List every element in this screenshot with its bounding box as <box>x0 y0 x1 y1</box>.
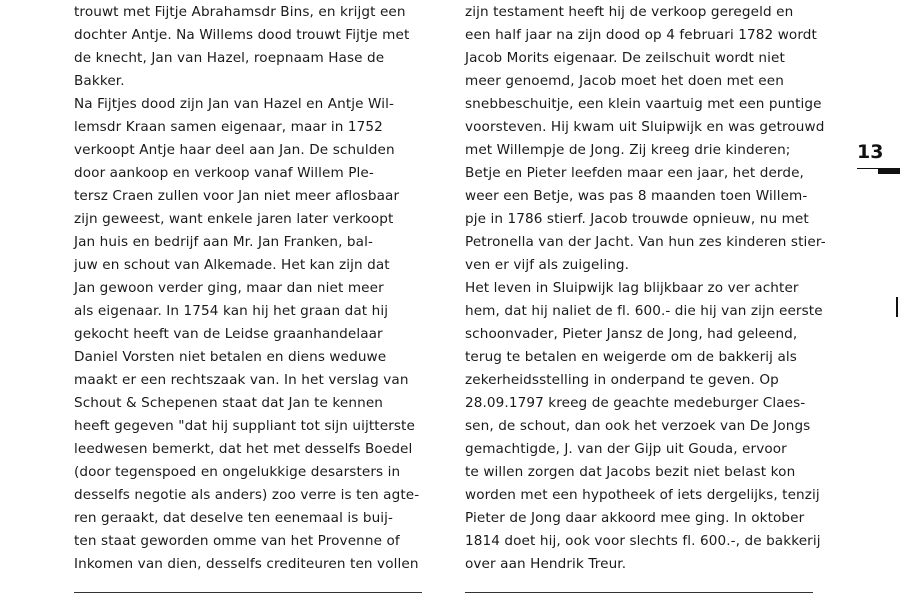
text-line: maakt er een rechtszaak van. In het verslag van <box>74 372 409 388</box>
text-line: Schout & Schepenen staat dat Jan te kennen <box>74 395 383 411</box>
text-line: verkoopt Antje haar deel aan Jan. De schulden <box>74 142 395 158</box>
text-line: over aan Hendrik Treur. <box>465 556 627 572</box>
text-line: 28.09.1797 kreeg de geachte medeburger Claes- <box>465 395 806 411</box>
right-footer-rule <box>465 592 813 593</box>
text-line: juw en schout van Alkemade. Het kan zijn dat <box>74 257 390 273</box>
text-line: met Willempje de Jong. Zij kreeg drie kinderen; <box>465 142 791 158</box>
text-line: weer een Betje, was pas 8 maanden toen Willem- <box>465 188 808 204</box>
text-line: Jan gewoon verder ging, maar dan niet meer <box>74 280 384 296</box>
text-line: 1814 doet hij, ook voor slechts fl. 600.-, de bakkerij <box>465 533 821 549</box>
text-line: ten staat geworden omme van het Provenne of <box>74 533 400 549</box>
text-line: heeft gegeven "dat hij suppliant tot sijn uijtterste <box>74 418 415 434</box>
text-line: als eigenaar. In 1754 kan hij het graan dat hij <box>74 303 389 319</box>
text-line: gemachtigde, J. van der Gijp uit Gouda, ervoor <box>465 441 787 457</box>
text-line: Daniel Vorsten niet betalen en diens weduwe <box>74 349 387 365</box>
text-line: zijn testament heeft hij de verkoop geregeld en <box>465 4 794 20</box>
page-number-tab <box>878 169 900 174</box>
text-line: zijn geweest, want enkele jaren later verkoopt <box>74 211 394 227</box>
text-line: worden met een hypotheek of iets dergelijks, tenzij <box>465 487 820 503</box>
text-line: de knecht, Jan van Hazel, roepnaam Hase de <box>74 50 385 66</box>
text-line: Bakker. <box>74 73 125 89</box>
text-line: voorsteven. Hij kwam uit Sluipwijk en was getrouwd <box>465 119 825 135</box>
text-line: tersz Craen zullen voor Jan niet meer aflosbaar <box>74 188 400 204</box>
text-line: Jan huis en bedrijf aan Mr. Jan Franken, bal- <box>74 234 373 250</box>
text-line: meer genoemd, Jacob moet het doen met een <box>465 73 784 89</box>
text-line: leedwesen bemerkt, dat het met desselfs Boedel <box>74 441 413 457</box>
text-line: Betje en Pieter leefden maar een jaar, het derde, <box>465 165 804 181</box>
text-line: ven er vijf als zuigeling. <box>465 257 630 273</box>
text-line: te willen zorgen dat Jacobs bezit niet belast kon <box>465 464 796 480</box>
text-line: (door tegenspoed en ongelukkige desarsters in <box>74 464 401 480</box>
text-line: Jacob Morits eigenaar. De zeilschuit wordt niet <box>465 50 785 66</box>
text-line: lemsdr Kraan samen eigenaar, maar in 1752 <box>74 119 383 135</box>
text-line: sen, de schout, dan ook het verzoek van De Jongs <box>465 418 811 434</box>
text-line: Na Fijtjes dood zijn Jan van Hazel en Antje Wil- <box>74 96 395 112</box>
text-line: Inkomen van dien, desselfs crediteuren ten vollen <box>74 556 419 572</box>
text-line: gekocht heeft van de Leidse graanhandelaar <box>74 326 383 342</box>
text-line: door aankoop en verkoop vanaf Willem Ple- <box>74 165 374 181</box>
text-line: desselfs negotie als anders) zoo verre is ten agte- <box>74 487 420 503</box>
text-line: zekerheidsstelling in onderpand te geven. Op <box>465 372 779 388</box>
text-line: ren geraakt, dat deselve ten eenemaal is buij- <box>74 510 394 526</box>
page-number: 13 <box>857 141 884 163</box>
text-line: pje in 1786 stierf. Jacob trouwde opnieuw, nu met <box>465 211 809 227</box>
text-line: trouwt met Fijtje Abrahamsdr Bins, en krijgt een <box>74 4 406 20</box>
text-line: schoonvader, Pieter Jansz de Jong, had geleend, <box>465 326 798 342</box>
right-text-column <box>465 1 825 576</box>
text-line: Het leven in Sluipwijk lag blijkbaar zo ver achter <box>465 280 799 296</box>
edge-mark <box>896 297 898 317</box>
left-text-column <box>74 1 434 576</box>
text-line: hem, dat hij naliet de fl. 600.- die hij van zijn eerste <box>465 303 823 319</box>
text-line: Pieter de Jong daar akkoord mee ging. In oktober <box>465 510 805 526</box>
left-footer-rule <box>74 592 422 593</box>
text-line: Petronella van der Jacht. Van hun zes kinderen stier- <box>465 234 826 250</box>
text-line: een half jaar na zijn dood op 4 februari 1782 wordt <box>465 27 817 43</box>
text-line: snebbeschuitje, een klein vaartuig met een puntige <box>465 96 822 112</box>
text-line: dochter Antje. Na Willems dood trouwt Fijtje met <box>74 27 410 43</box>
text-line: terug te betalen en weigerde om de bakkerij als <box>465 349 797 365</box>
